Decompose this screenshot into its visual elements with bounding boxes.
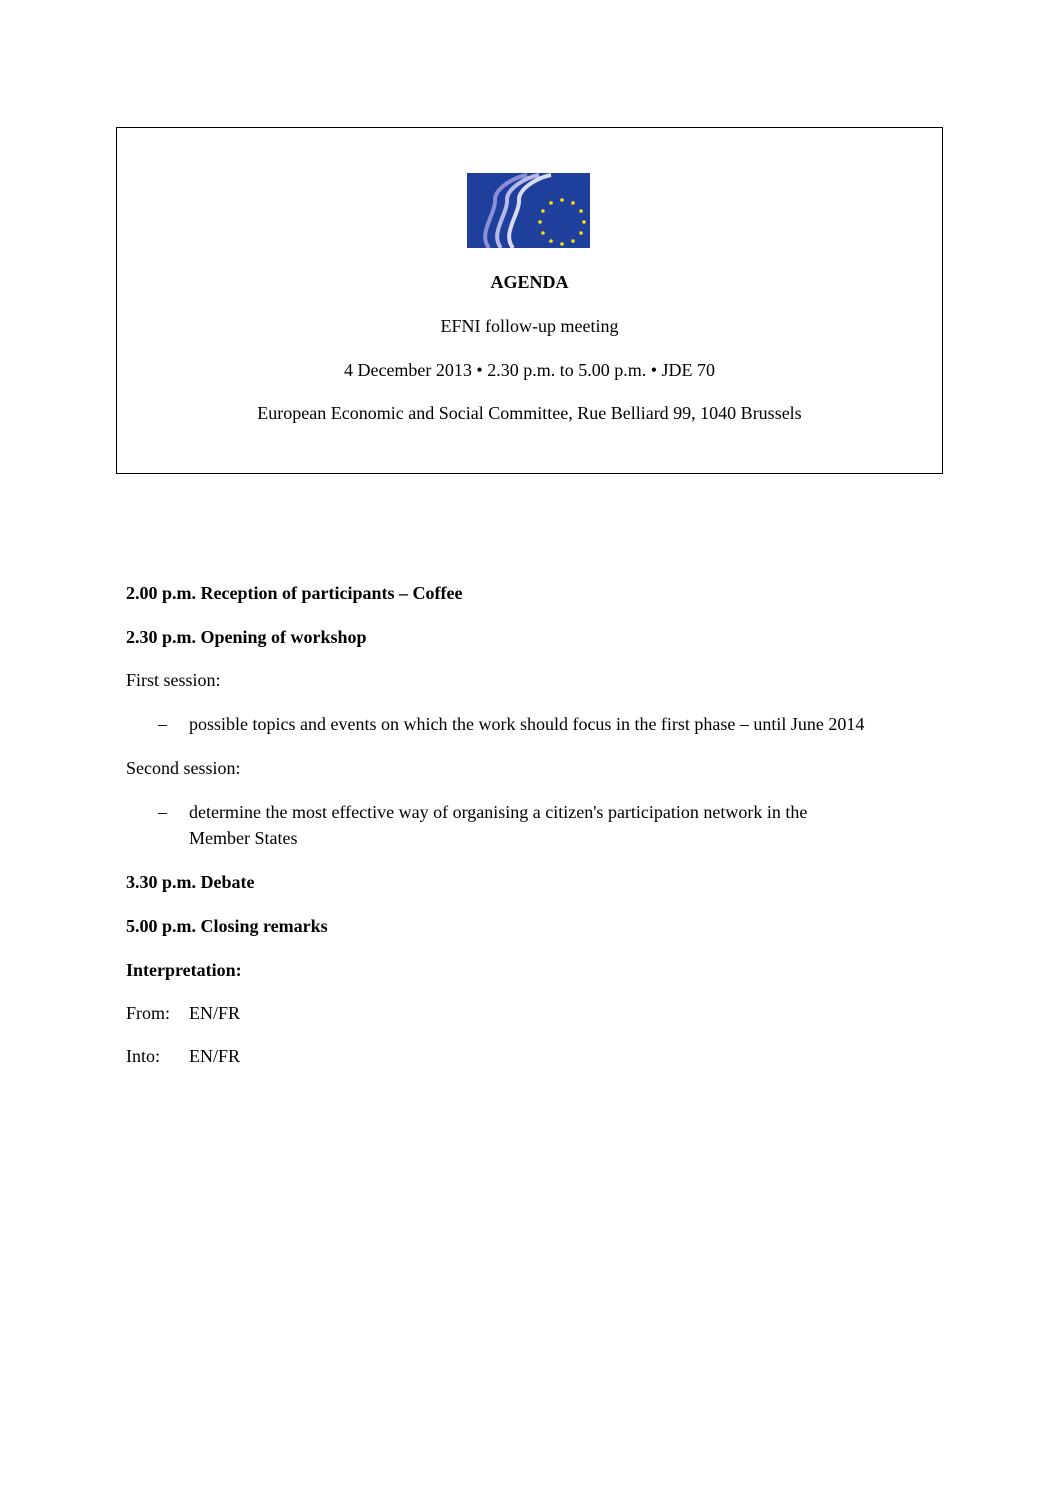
second-session-topic-line1: determine the most effective way of organising a citizen's participation network in the (189, 802, 808, 822)
meeting-datetime: 4 December 2013 • 2.30 p.m. to 5.00 p.m. • JDE 70 (343, 360, 716, 380)
eu-star-icon (579, 209, 583, 213)
bullet-dash: – (158, 714, 167, 734)
agenda-item-opening: 2.30 p.m. Opening of workshop (126, 627, 367, 647)
into-label: Into: (126, 1046, 160, 1066)
eu-star-icon (560, 242, 564, 246)
bullet-dash: – (158, 802, 167, 822)
eu-star-icon (538, 220, 542, 224)
agenda-item-closing: 5.00 p.m. Closing remarks (126, 916, 328, 936)
interpretation-label: Interpretation: (126, 960, 242, 980)
agenda-item-debate: 3.30 p.m. Debate (126, 872, 255, 892)
eu-star-icon (582, 220, 586, 224)
first-session-topic: possible topics and events on which the work should focus in the first phase – until June 2014 (189, 714, 865, 734)
into-value: EN/FR (189, 1046, 241, 1066)
eu-star-icon (549, 239, 553, 243)
eu-star-icon (571, 239, 575, 243)
from-value: EN/FR (189, 1003, 241, 1023)
second-session-label: Second session: (126, 758, 241, 778)
from-label: From: (126, 1003, 171, 1023)
eu-star-icon (541, 209, 545, 213)
agenda-title: AGENDA (490, 272, 569, 292)
eu-star-icon (579, 231, 583, 235)
eu-star-icon (571, 201, 575, 205)
meeting-name: EFNI follow-up meeting (440, 316, 619, 336)
eu-star-icon (549, 201, 553, 205)
meeting-location: European Economic and Social Committee, Rue Belliard 99, 1040 Brussels (257, 403, 802, 423)
second-session-topic-line2: Member States (189, 828, 298, 848)
agenda-item-reception: 2.00 p.m. Reception of participants – Coffee (126, 583, 463, 603)
eu-star-icon (560, 198, 564, 202)
first-session-label: First session: (126, 670, 221, 690)
eu-star-icon (541, 231, 545, 235)
eesc-logo (467, 173, 590, 248)
